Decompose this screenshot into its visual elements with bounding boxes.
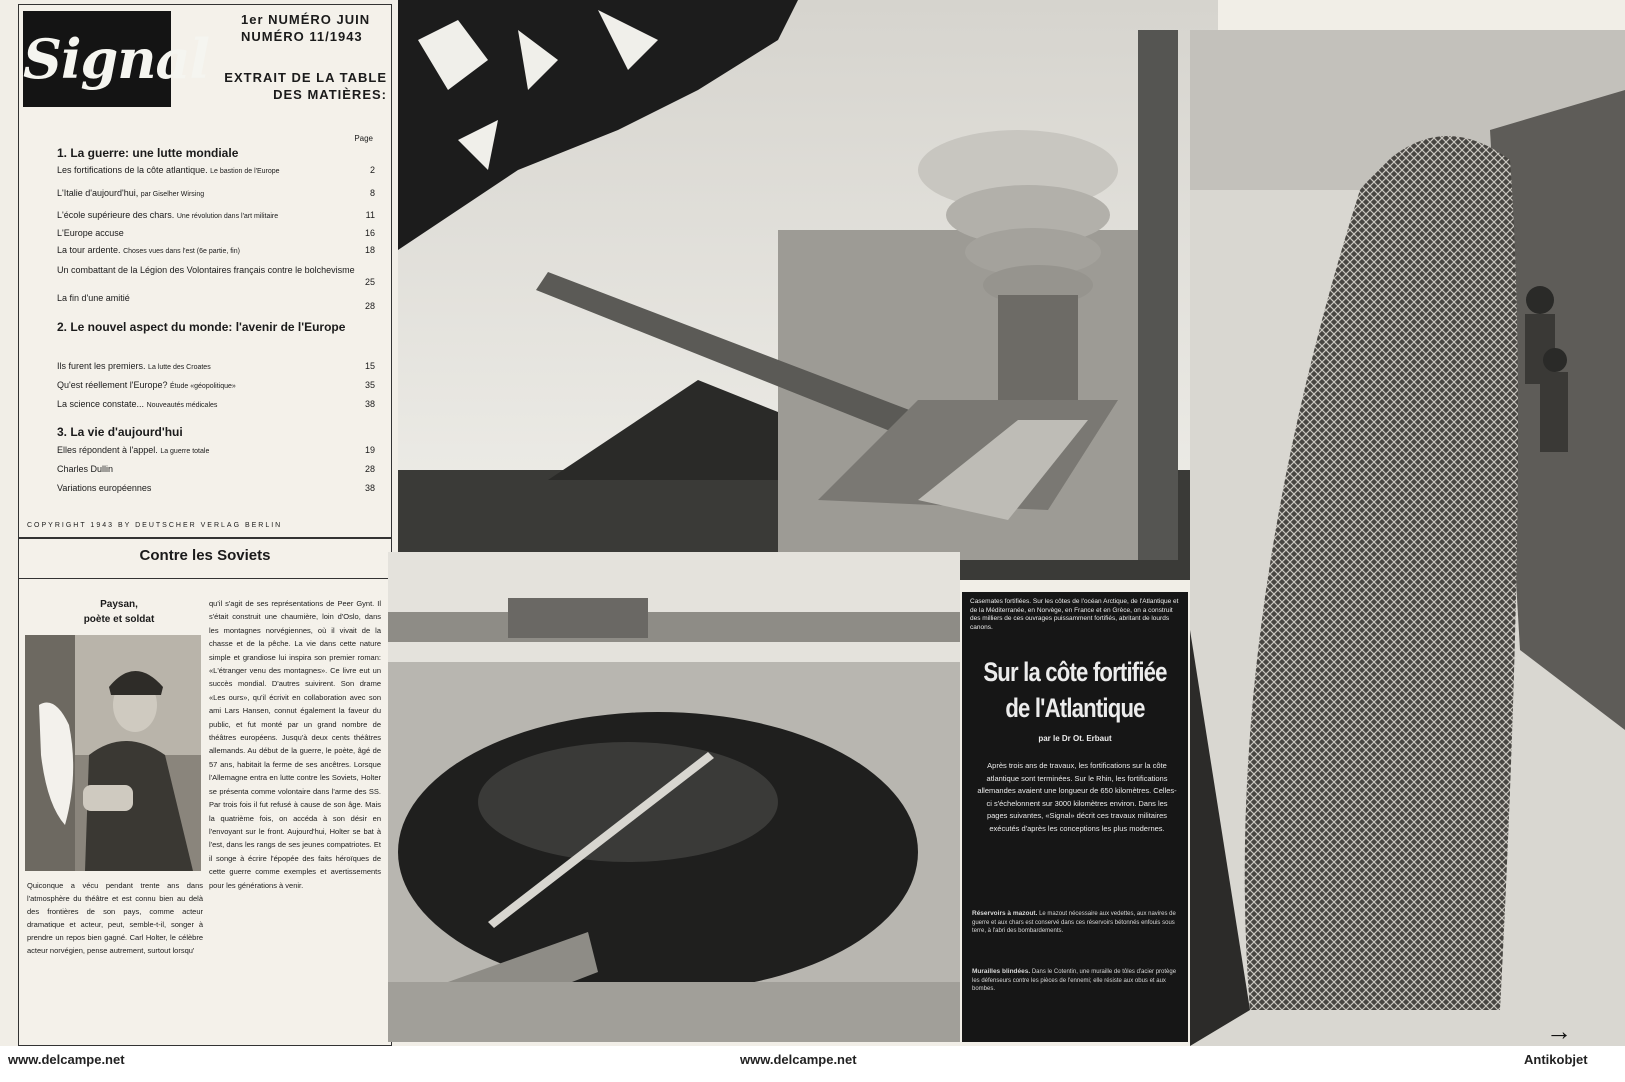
watermark-bar: [0, 1046, 1625, 1082]
casemate-caption: Casemates fortifiées. Sur les côtes de l'océan Arctique, de l'Atlantique et de la Méditerranée, en Norvège, en France et en Grèce, on a construit des milliers de ces ouvrages puissamment fortifiés, abritant de lourds canons.: [970, 598, 1179, 631]
article-byline: par le Dr Ot. Erbaut: [1038, 734, 1112, 743]
article-intro: Après trois ans de travaux, les fortifications sur la côte atlantique sont terminées. Sur le Rhin, les fortifications allemandes avaient une longueur de 650 kilomètres. Celles-ci s'échelonnent sur 3000 kilomètres environ. Dans les pages suivantes, «Signal» décrit ces travaux militaires exécutés d'après les conceptions les plus modernes.: [977, 761, 1177, 833]
page-column-header: Page: [354, 134, 373, 143]
article-title: Contre les Soviets: [139, 547, 271, 564]
issue-line: NUMÉRO 11/1943: [241, 29, 363, 44]
toc-entry: Variations européennes 38: [57, 483, 375, 493]
dome-bunker-photo: [388, 552, 960, 1042]
toc-section-title: 3. La vie d'aujourd'hui: [57, 425, 183, 439]
camouflaged-barrel-photo: [1190, 30, 1625, 1046]
toc-entry: La fin d'une amitié 28: [57, 293, 375, 311]
article-headline: Sur la côte fortifiée de l'Atlantique: [983, 657, 1167, 723]
toc-heading: EXTRAIT DE LA TABLE DES MATIÈRES:: [224, 70, 387, 102]
sub-caption: Réservoirs à mazout. Le mazout nécessaire aux vedettes, aux navires de guerre et aux chars est conservé dans ces réservoirs bétonnés enfouis sous terre, à l'abri des bombardements.: [972, 910, 1176, 934]
toc-entry: Qu'est réellement l'Europe? Étude «géopolitique» 35: [57, 380, 375, 390]
article-column: qu'il s'agit de ses représentations de Peer Gynt. Il s'était construit une chaumière, loin d'Oslo, dans les montagnes norvégiennes, où il vivait de la chasse et de la pêche. La vie dans cette nature simple et grandiose lui inspira son premier roman: «L'étranger venu des montagnes». Ce livre eut un succès mondial. D'autres suivirent. Son drame «Les ours», qu'il écrivit en collaboration avec son ami Lars Hansen, connut également la faveur du public, et fut monté par un grand nombre de théâtres européens. Jusqu'à deux cents théâtres allemands. Au début de la guerre, le poète, âgé de 57 ans, habitait la ferme de ses ancêtres. Lorsque l'Allemagne entra en lutte contre les Soviets, Holter se présenta comme volontaire dans l'arme des SS. Par trois fois il fut refusé à cause de son âge. Mais la quatrième fois, on accéda à son désir en l'envoyant sur le front. Aujourd'hui, Holter se bat à l'est, dans les rangs de ses jeunes compatriotes. Et il songe à écrire l'épopée des faits héroïques de cette guerre comme exemples et avertissements pour les générations à venir.: [209, 599, 381, 890]
toc-section-title: 2. Le nouvel aspect du monde: l'avenir de l'Europe: [57, 320, 346, 334]
toc-entry: Les fortifications de la côte atlantique. Le bastion de l'Europe 2: [57, 165, 375, 175]
toc-entry: La tour ardente. Choses vues dans l'est (6e partie, fin) 18: [57, 245, 375, 255]
toc-entry: L'école supérieure des chars. Une révolution dans l'art militaire 11: [57, 210, 375, 220]
toc-entry: L'Italie d'aujourd'hui, par Giselher Wirsing 8: [57, 188, 375, 198]
toc-entry: Charles Dullin 28: [57, 464, 375, 474]
article-column: Quiconque a vécu pendant trente ans dans l'atmosphère du théâtre et est connu bien au delà des frontières de son pays, comme acteur dramatique et acteur, peut, semble-t-il, songer à prendre un repos bien gagné. Carl Holter, le célèbre acteur norvégien, pense autrement, surtout lorsqu': [27, 881, 203, 955]
casemate-gun-photo: [398, 0, 1218, 580]
watermark-text: Antikobjet: [1524, 1052, 1588, 1067]
toc-section-title: 1. La guerre: une lutte mondiale: [57, 146, 239, 160]
divider: [19, 578, 391, 579]
soldier-portrait-photo: [25, 635, 201, 871]
table-of-contents: [18, 4, 392, 538]
toc-entry: Un combattant de la Légion des Volontaires français contre le bolchevisme 25: [57, 265, 375, 287]
article-contre-les-soviets: [18, 538, 392, 1046]
toc-entry: La science constate... Nouveautés médicales 38: [57, 399, 375, 409]
article-headline: Paysan, poète et soldat: [83, 599, 155, 625]
article-caption-box: [962, 592, 1188, 1042]
watermark-text: www.delcampe.net: [740, 1052, 857, 1067]
copyright-line: COPYRIGHT 1943 BY DEUTSCHER VERLAG BERLIN: [27, 522, 283, 529]
continue-arrow-icon: →: [1546, 1016, 1572, 1046]
signal-logo: Signal: [23, 11, 171, 107]
sub-caption: Murailles blindées. Dans le Cotentin, une muraille de tôles d'acier protège les défenseurs contre les pièces de l'ennemi; elle résiste aux obus et aux bombes.: [972, 968, 1177, 992]
issue-info: [241, 11, 370, 45]
watermark-text: www.delcampe.net: [8, 1052, 125, 1067]
toc-entry: Ils furent les premiers. La lutte des Croates 15: [57, 361, 375, 371]
toc-entry: L'Europe accuse 16: [57, 228, 375, 238]
toc-entry: Elles répondent à l'appel. La guerre totale 19: [57, 445, 375, 455]
issue-line: 1er NUMÉRO JUIN: [241, 12, 371, 27]
